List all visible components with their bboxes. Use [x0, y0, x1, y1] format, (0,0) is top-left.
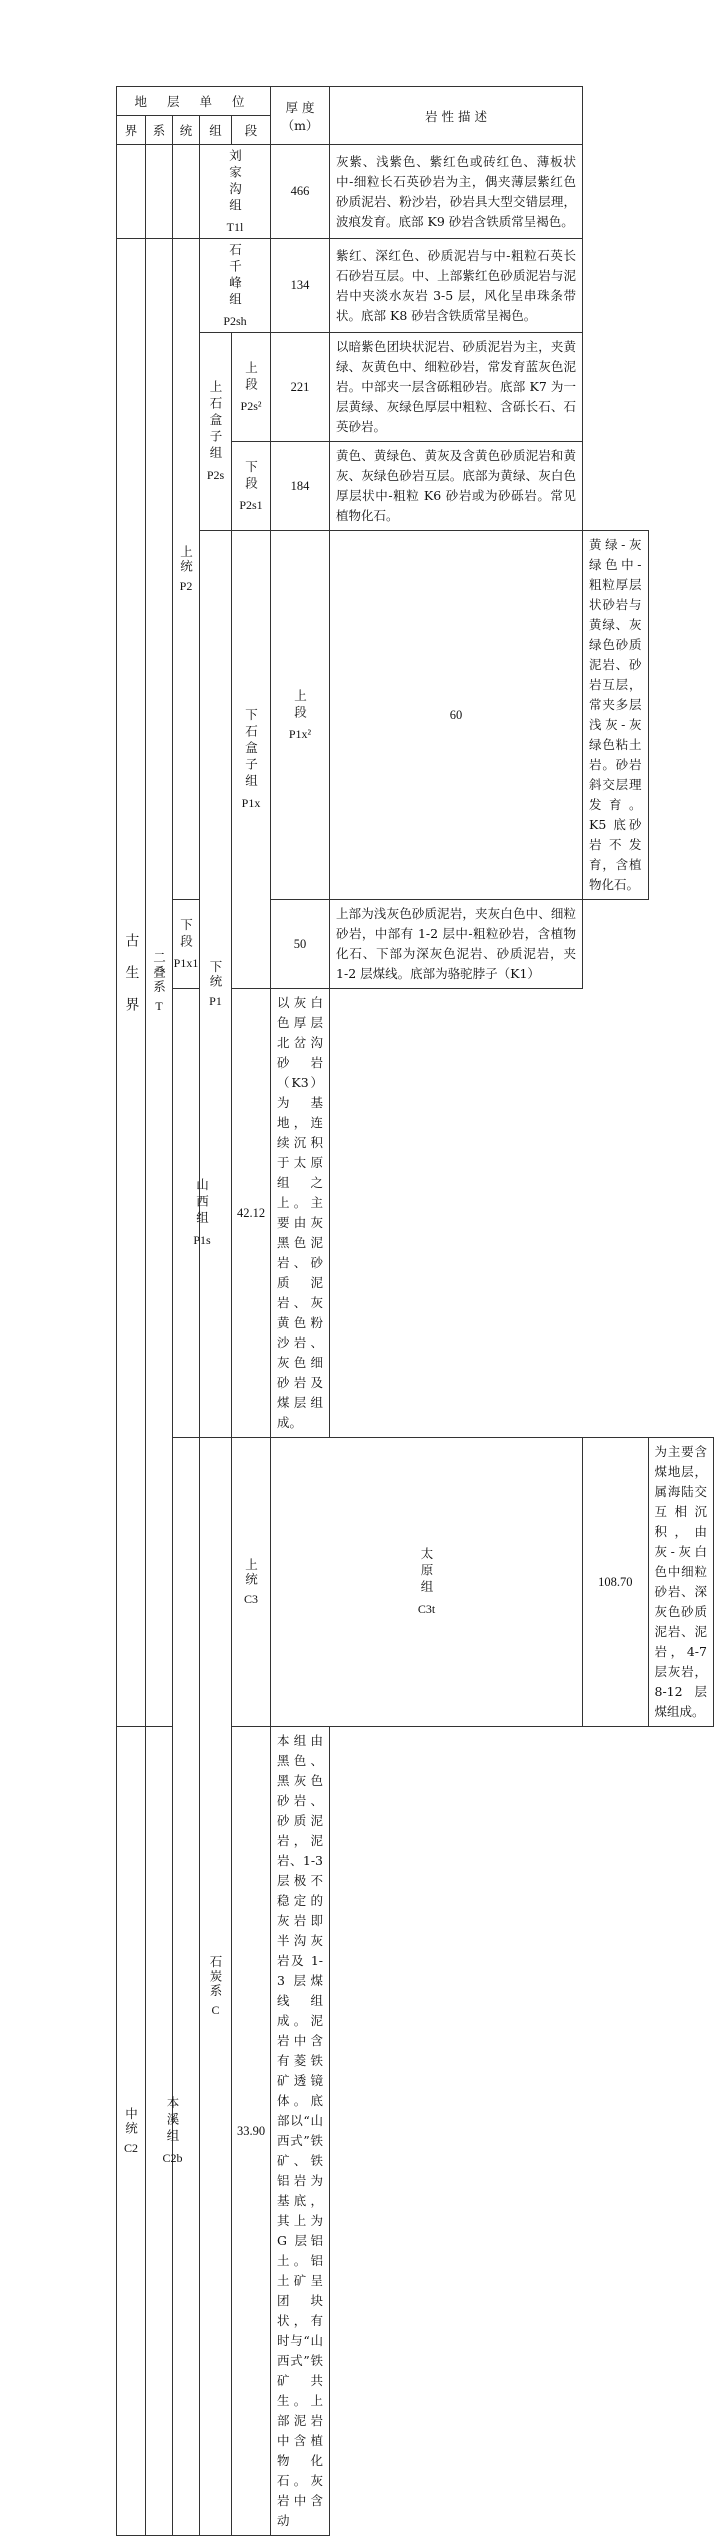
header-unit: 地 层 单 位 — [117, 87, 271, 116]
description-cell: 本组由黑色、黑灰色砂岩、砂质泥岩，泥岩、1-3 层极不稳定的灰岩即半沟灰岩及 1-3 层煤线组成。泥岩中含有菱铁矿透镜体。底部以“山西式”铁矿、铁铝岩为基底，其上为 G 层铝土。铝土矿呈团块状，有时与“山西式”铁矿共生。上部泥岩中含植物化石。灰岩中含动 — [271, 1727, 330, 2536]
description-cell: 紫红、深红色、砂质泥岩与中-粗粒石英长石砂岩互层。中、上部紫红色砂质泥岩与泥岩中夹淡水灰岩 3-5 层，风化呈串珠条带状。底部 K8 砂岩含铁质常呈褐色。 — [330, 239, 583, 333]
thickness-cell: 60 — [330, 531, 583, 900]
stratigraphy-table — [116, 86, 714, 2536]
thickness-cell: 33.90 — [232, 1727, 271, 2536]
header-col-system: 系 — [146, 116, 173, 145]
thickness-cell: 221 — [271, 333, 330, 442]
system-cell-empty — [146, 145, 173, 239]
description-cell: 灰紫、浅紫色、紫红色或砖红色、薄板状中-细粒长石英砂岩为主，偶夹薄层紫红色砂质泥岩、粉沙岩，砂岩具大型交错层理，波痕发育。底部 K9 砂岩含铁质常呈褐色。 — [330, 145, 583, 239]
description-cell: 以暗紫色团块状泥岩、砂质泥岩为主，夹黄绿、灰黄色中、细粒砂岩，常发育蓝灰色泥岩。中部夹一层含砾粗砂岩。底部 K7 为一层黄绿、灰绿色厚层中粗粒、含砾长石、石英砂岩。 — [330, 333, 583, 442]
group-cell: 下石盒子组 P1x — [232, 531, 271, 989]
thickness-cell: 108.70 — [583, 1438, 648, 1727]
header-col-series: 统 — [173, 116, 200, 145]
thickness-cell: 466 — [271, 145, 330, 239]
group-cell: 刘家沟组 T1l — [200, 145, 271, 239]
series-cell-p1: 下统 P1 — [200, 531, 232, 1438]
group-cell: 石千峰组 P2sh — [200, 239, 271, 333]
series-cell-c2: 中统 C2 — [117, 1727, 146, 2536]
header-col-member: 段 — [232, 116, 271, 145]
group-cell: 太原组 C3t — [271, 1438, 583, 1727]
description-cell: 以灰白色厚层北岔沟砂岩（K3）为基地，连续沉积于太原组之上。主要由灰黑色泥岩、砂质泥岩、灰黄色粉沙岩、灰色细砂岩及煤层组成。 — [271, 989, 330, 1438]
group-cell: 上石盒子组 P2s — [200, 333, 232, 531]
header-thickness: 厚 度 （m） — [271, 87, 330, 145]
era-cell: 古生界 — [117, 239, 146, 1727]
thickness-cell: 42.12 — [232, 989, 271, 1438]
era-cell-empty — [117, 145, 146, 239]
thickness-cell: 184 — [271, 442, 330, 531]
series-cell-p2: 上统 P2 — [173, 239, 200, 900]
member-cell: 下段 P1x1 — [173, 900, 200, 989]
header-col-group: 组 — [200, 116, 232, 145]
system-cell-carboniferous: 石炭系 C — [200, 1438, 232, 2536]
group-cell: 本溪组 C2b — [146, 1727, 200, 2536]
thickness-cell: 50 — [271, 900, 330, 989]
description-cell: 黄绿-灰绿色中-粗粒厚层状砂岩与黄绿、灰绿色砂质泥岩、砂岩互层，常夹多层浅灰-灰绿色粘土岩。砂岩斜交层理发育。K5 底砂岩不发育，含植物化石。 — [583, 531, 648, 900]
description-cell: 黄色、黄绿色、黄灰及含黄色砂质泥岩和黄灰、灰绿色砂岩互层。底部为黄绿、灰白色厚层状中-粗粒 K6 砂岩或为砂砾岩。常见植物化石。 — [330, 442, 583, 531]
series-cell-empty — [173, 145, 200, 239]
member-cell: 下段 P2s1 — [232, 442, 271, 531]
thickness-cell: 134 — [271, 239, 330, 333]
group-cell: 山西组 P1s — [173, 989, 232, 1438]
header-description: 岩 性 描 述 — [330, 87, 583, 145]
system-cell-permian: 二叠系 T — [146, 239, 173, 1727]
member-cell: 上段 P1x² — [271, 531, 330, 900]
description-cell: 为主要含煤地层，属海陆交互相沉积，由灰-灰白色中细粒砂岩、深灰色砂质泥岩、泥岩，4-7 层灰岩，8-12 层煤组成。 — [648, 1438, 714, 1727]
member-cell: 上段 P2s² — [232, 333, 271, 442]
header-col-era: 界 — [117, 116, 146, 145]
series-cell-c3: 上统 C3 — [232, 1438, 271, 1727]
description-cell: 上部为浅灰色砂质泥岩，夹灰白色中、细粒砂岩，中部有 1-2 层中-粗粒砂岩，含植物化石、下部为深灰色泥岩、砂质泥岩，夹 1-2 层煤线。底部为骆驼脖子（K1） — [330, 900, 583, 989]
